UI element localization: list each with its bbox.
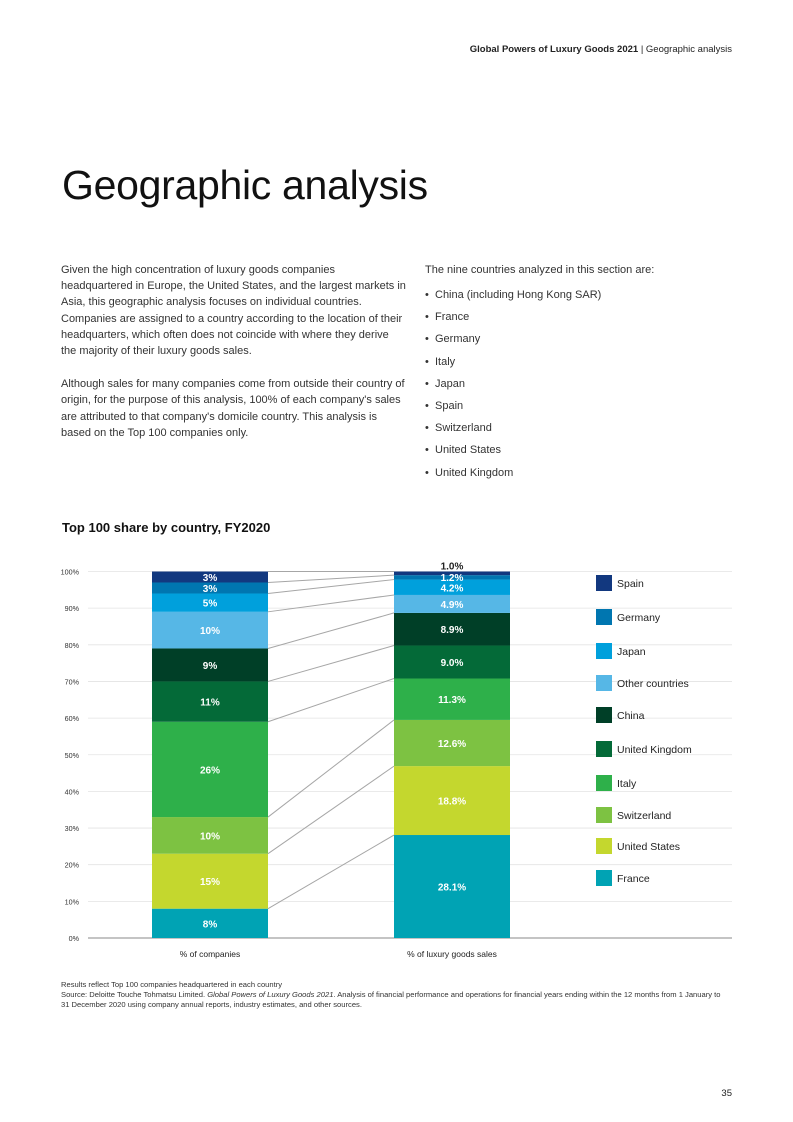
y-tick-label: 80% bbox=[64, 640, 79, 650]
y-tick-label: 30% bbox=[64, 824, 79, 834]
data-label: 28.1% bbox=[437, 882, 467, 894]
legend-label: Italy bbox=[617, 778, 637, 790]
y-tick-label: 60% bbox=[64, 714, 79, 724]
y-tick-label: 10% bbox=[64, 897, 79, 907]
data-label: 1.0% bbox=[440, 561, 464, 573]
legend-swatch bbox=[596, 807, 612, 823]
connector-line bbox=[268, 646, 394, 682]
countries-intro: The nine countries analyzed in this section are: bbox=[425, 264, 655, 276]
data-label: 10% bbox=[199, 626, 221, 638]
country-list-item: • Switzerland bbox=[425, 417, 745, 439]
legend-label: France bbox=[617, 873, 650, 885]
data-label: 15% bbox=[199, 877, 221, 889]
country-list-item: • Italy bbox=[425, 351, 745, 373]
country-list-item: • Japan bbox=[425, 373, 745, 395]
legend-label: Switzerland bbox=[617, 810, 672, 822]
data-label: 9% bbox=[202, 660, 218, 672]
legend-label: Germany bbox=[617, 612, 661, 624]
data-label: 8.9% bbox=[440, 625, 464, 637]
data-label: 9.0% bbox=[440, 658, 464, 670]
source-citation bbox=[61, 990, 731, 1010]
legend-swatch bbox=[596, 775, 612, 791]
source-publication: Global Powers of Luxury Goods 2021 bbox=[207, 990, 334, 999]
y-tick-label: 0% bbox=[68, 934, 79, 943]
legend-swatch bbox=[596, 575, 612, 591]
countries-block bbox=[425, 262, 745, 484]
legend-swatch bbox=[596, 741, 612, 757]
country-list-item: • France bbox=[425, 306, 745, 328]
category-label: % of companies bbox=[179, 949, 241, 959]
connector-line bbox=[268, 679, 394, 722]
legend-label: United Kingdom bbox=[617, 744, 692, 756]
legend-label: China bbox=[617, 710, 645, 722]
header-separator: | bbox=[640, 44, 644, 55]
data-label: 11.3% bbox=[438, 695, 466, 707]
legend-label: Japan bbox=[617, 646, 646, 658]
results-note: Results reflect Top 100 companies headquartered in each country bbox=[61, 980, 283, 989]
data-label: 5% bbox=[202, 598, 218, 610]
legend-swatch bbox=[596, 870, 612, 886]
legend-label: Other countries bbox=[617, 678, 689, 690]
y-tick-label: 100% bbox=[60, 567, 79, 577]
data-label: 4.2% bbox=[440, 583, 464, 595]
country-list-item: • Germany bbox=[425, 328, 745, 350]
data-label: 18.8% bbox=[437, 796, 467, 808]
y-tick-label: 50% bbox=[64, 750, 79, 760]
source-suffix: . Analysis of financial performance and operations for financial years ending within the 12 months from 1 January to 31 December 2020 using company annual reports, industry estimates, and other sources. bbox=[61, 990, 721, 1009]
source-note bbox=[61, 980, 731, 1010]
category-label: % of luxury goods sales bbox=[407, 949, 497, 959]
country-list-item: • China (including Hong Kong SAR) bbox=[425, 284, 745, 306]
country-list-item: • United States bbox=[425, 439, 745, 461]
data-label: 10% bbox=[199, 831, 221, 843]
header-section: Geographic analysis bbox=[645, 44, 732, 55]
intro-text bbox=[61, 262, 406, 458]
connector-line bbox=[268, 613, 394, 649]
intro-paragraph: Although sales for many companies come from outside their country of origin, for the purpose of this analysis, 100% of each company's sales are attributed to that company's domicile country. This analysis is based on the Top 100 companies only. bbox=[61, 378, 405, 439]
legend-swatch bbox=[596, 707, 612, 723]
intro-paragraph: Given the high concentration of luxury goods companies headquartered in Europe, the United States, and the largest markets in Asia, this geographic analysis focuses on individual countries. Companies are assigned to a country according to the location of their headquarters, which often does not coincide with where they derive the majority of their luxury goods sales. bbox=[61, 264, 406, 358]
country-list-item: • United Kingdom bbox=[425, 462, 745, 484]
legend-label: Spain bbox=[617, 578, 644, 590]
header-report-title: Global Powers of Luxury Goods 2021 bbox=[469, 44, 639, 55]
connector-line bbox=[268, 766, 394, 854]
data-label: 11% bbox=[200, 697, 220, 709]
legend-swatch bbox=[596, 643, 612, 659]
data-label: 3% bbox=[202, 583, 218, 595]
legend-swatch bbox=[596, 675, 612, 691]
source-prefix: Source: Deloitte Touche Tohmatsu Limited. bbox=[61, 990, 208, 999]
y-tick-label: 40% bbox=[64, 787, 79, 797]
data-label: 3% bbox=[202, 572, 218, 584]
y-tick-label: 70% bbox=[64, 677, 79, 687]
data-label: 4.9% bbox=[440, 599, 464, 611]
connector-line bbox=[268, 835, 394, 909]
data-label: 8% bbox=[202, 919, 218, 931]
data-label: 1.2% bbox=[440, 573, 464, 584]
y-tick-label: 90% bbox=[64, 604, 79, 614]
legend-label: United States bbox=[617, 841, 681, 853]
connector-line bbox=[268, 720, 394, 817]
country-list-item: • Spain bbox=[425, 395, 745, 417]
chart-title: Top 100 share by country, FY2020 bbox=[62, 520, 271, 535]
y-tick-label: 20% bbox=[64, 860, 79, 870]
page-header bbox=[470, 44, 732, 55]
page-title: Geographic analysis bbox=[62, 162, 428, 208]
legend-swatch bbox=[596, 838, 612, 854]
data-label: 12.6% bbox=[437, 739, 467, 751]
countries-list bbox=[425, 284, 745, 484]
page-number: 35 bbox=[721, 1088, 732, 1099]
stacked-bar-chart bbox=[0, 555, 793, 975]
legend-swatch bbox=[596, 609, 612, 625]
data-label: 26% bbox=[199, 765, 221, 777]
connector-line bbox=[268, 595, 394, 612]
